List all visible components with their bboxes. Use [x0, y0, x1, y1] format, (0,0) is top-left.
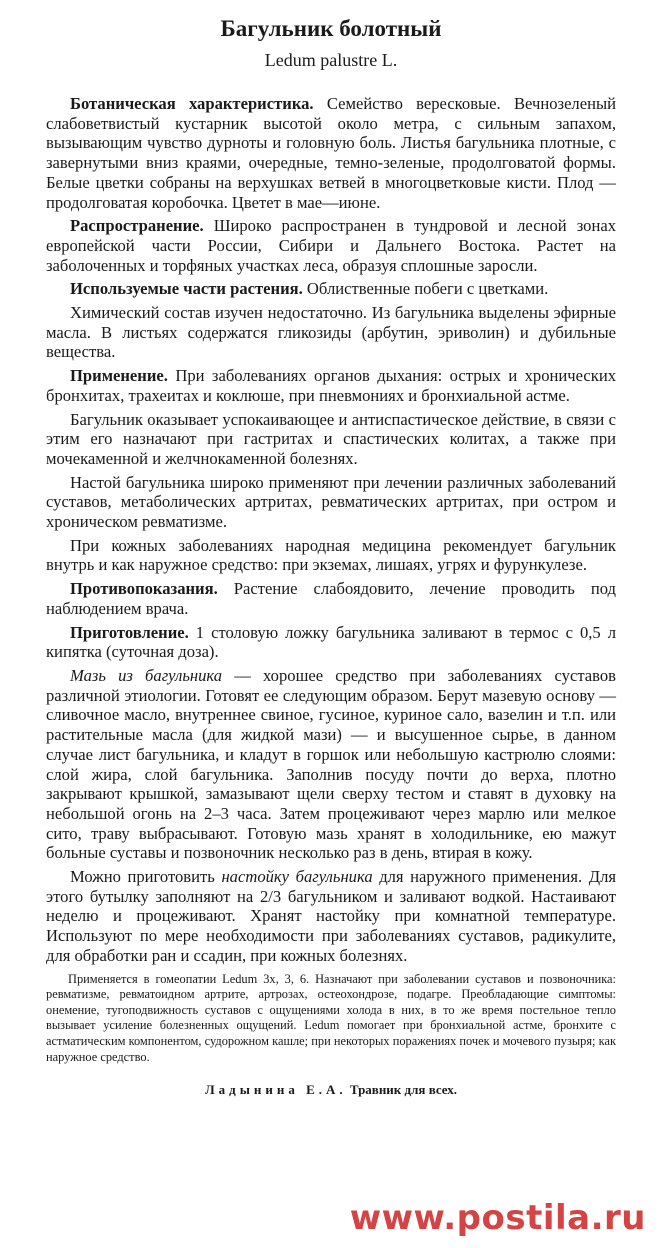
source-book: Травник для всех. — [349, 1082, 458, 1098]
contra-text: Растение слабоядовито, лечение проводить под наблюдением врача. — [46, 579, 616, 618]
homeopathy-note: Применяется в гомеопатии Ledum 3х, 3, 6. Назначают при заболевании суставов и позвоночника: ревматизме, ревматоидном артрите, артрозах, остеохондрозе, подагре. Преобладающие симптомы: онемение, тугоподвижность суставов с ощущениями холода в них, в то же время постельное тепло вызывает усиление болезненных ощущений. Ledum помогает при бронхиальной астме, бронхите с астматическим компонентом, судорожном кашле; при некоторых поражениях почек и мочевого пузыря; как наружное средство. — [46, 971, 616, 1064]
distribution-heading: Распространение. — [70, 216, 204, 236]
ointment-text: — хорошее средство при заболеваниях суставов различной этиологии. Готовят ее следующим образом. Берут мазевую основу — сливочное масло, внутреннее свиное, гусиное, куриное сало, вазелин и т.п. или растительные масла (для жидкой мази) — и высушенное сырье, в данном случае лист багульника, и кладут в горшок или небольшую кастрюлю слоями: слой жира, слой багульника. Заполнив посуду почти до верха, плотно закрывают крышкой, замазывают щели сверху тестом и ставят в духовку на небольшой огонь на 2–3 часа. Затем процеживают через марлю или мелкое сито, траву выбрасывают. Готовую мазь хранят в холодильнике, ею мажут больные суставы и позвоночник несколько раз в день, втирая в кожу. — [46, 665, 616, 863]
source-author: Ладынина Е.А. — [204, 1082, 347, 1098]
prep-heading: Приготовление. — [70, 622, 189, 642]
site-watermark: www.postila.ru — [349, 1198, 646, 1238]
article-body — [46, 94, 616, 966]
application-paragraph-3: Настой багульника широко применяют при лечении различных заболеваний суставов, метаболических артритах, ревматических артритах, при остром и хроническом ревматизме. — [46, 472, 616, 532]
botany-heading: Ботаническая характеристика. — [70, 94, 314, 113]
application-paragraph-2: Багульник оказывает успокаивающее и антиспастическое действие, в связи с этим его назначают при гастритах и спастических колитах, а также при мочекаменной и желчнокаменной болезнях. — [46, 409, 616, 468]
chemistry-paragraph: Химический состав изучен недостаточно. Из багульника выделены эфирные масла. В листьях содержатся гликозиды (арбутин, эриволин) и дубильные вещества. — [46, 303, 616, 362]
source-citation — [46, 1081, 616, 1099]
latin-name: Ledum palustre L. — [264, 50, 398, 70]
section-botany — [46, 94, 616, 212]
ointment-paragraph — [46, 666, 616, 863]
botany-text: Семейство вересковые. Вечнозеленый слабоветвистый кустарник высотой около метра, с сильным запахом, вызывающим чувство дурноты и головную боль. Листья багульника плотные, с завернутыми вниз краями, очередные, темно-зеленые, продолговатой формы. Белые цветки собраны на верхушках ветвей в многоцветковые кисти. Плод — продолговатая коробочка. Цветет в мае—июне. — [46, 94, 616, 212]
tincture-term: настойку багульника — [221, 867, 373, 887]
tincture-text-after: для наружного применения. Для этого бутылку заполняют на 2/3 багульником и заливают водкой. Настаивают неделю и процеживают. Хранят настойку при комнатной температуре. Используют по мере необходимости при заболеваниях суставов, радикулите, для обработки ран и ссадин, при кожных болезнях. — [46, 867, 616, 965]
section-parts — [46, 279, 616, 299]
contra-heading: Противопоказания. — [70, 579, 218, 599]
section-application — [46, 366, 616, 405]
section-preparation — [46, 623, 616, 662]
application-heading: Применение. — [70, 366, 168, 386]
section-distribution — [46, 216, 616, 275]
ointment-term: Мазь из багульника — [70, 665, 223, 685]
application-paragraph-4: При кожных заболеваниях народная медицина рекомендует багульник внутрь и как наружное средство: при экземах, лишаях, угрях и фурункулезе. — [46, 535, 616, 575]
application-text: При заболеваниях органов дыхания: острых и хронических бронхитах, трахеитах и коклюше, при пневмониях и бронхиальной астме. — [46, 366, 616, 405]
tincture-paragraph — [46, 867, 616, 966]
tincture-text-before: Можно приготовить — [70, 867, 222, 887]
distribution-text: Широко распространен в тундровой и лесной зонах европейской части России, Сибири и Дальнего Востока. Растет на заболоченных и торфяных участках леса, образуя сплошные заросли. — [46, 216, 616, 275]
section-contraindications — [46, 579, 616, 618]
page-title: Багульник болотный — [220, 16, 442, 41]
prep-text: 1 столовую ложку багульника заливают в термос с 0,5 л кипятка (суточная доза). — [46, 622, 616, 662]
parts-text: Облиственные побеги с цветками. — [302, 279, 549, 299]
parts-heading: Используемые части растения. — [70, 279, 303, 299]
